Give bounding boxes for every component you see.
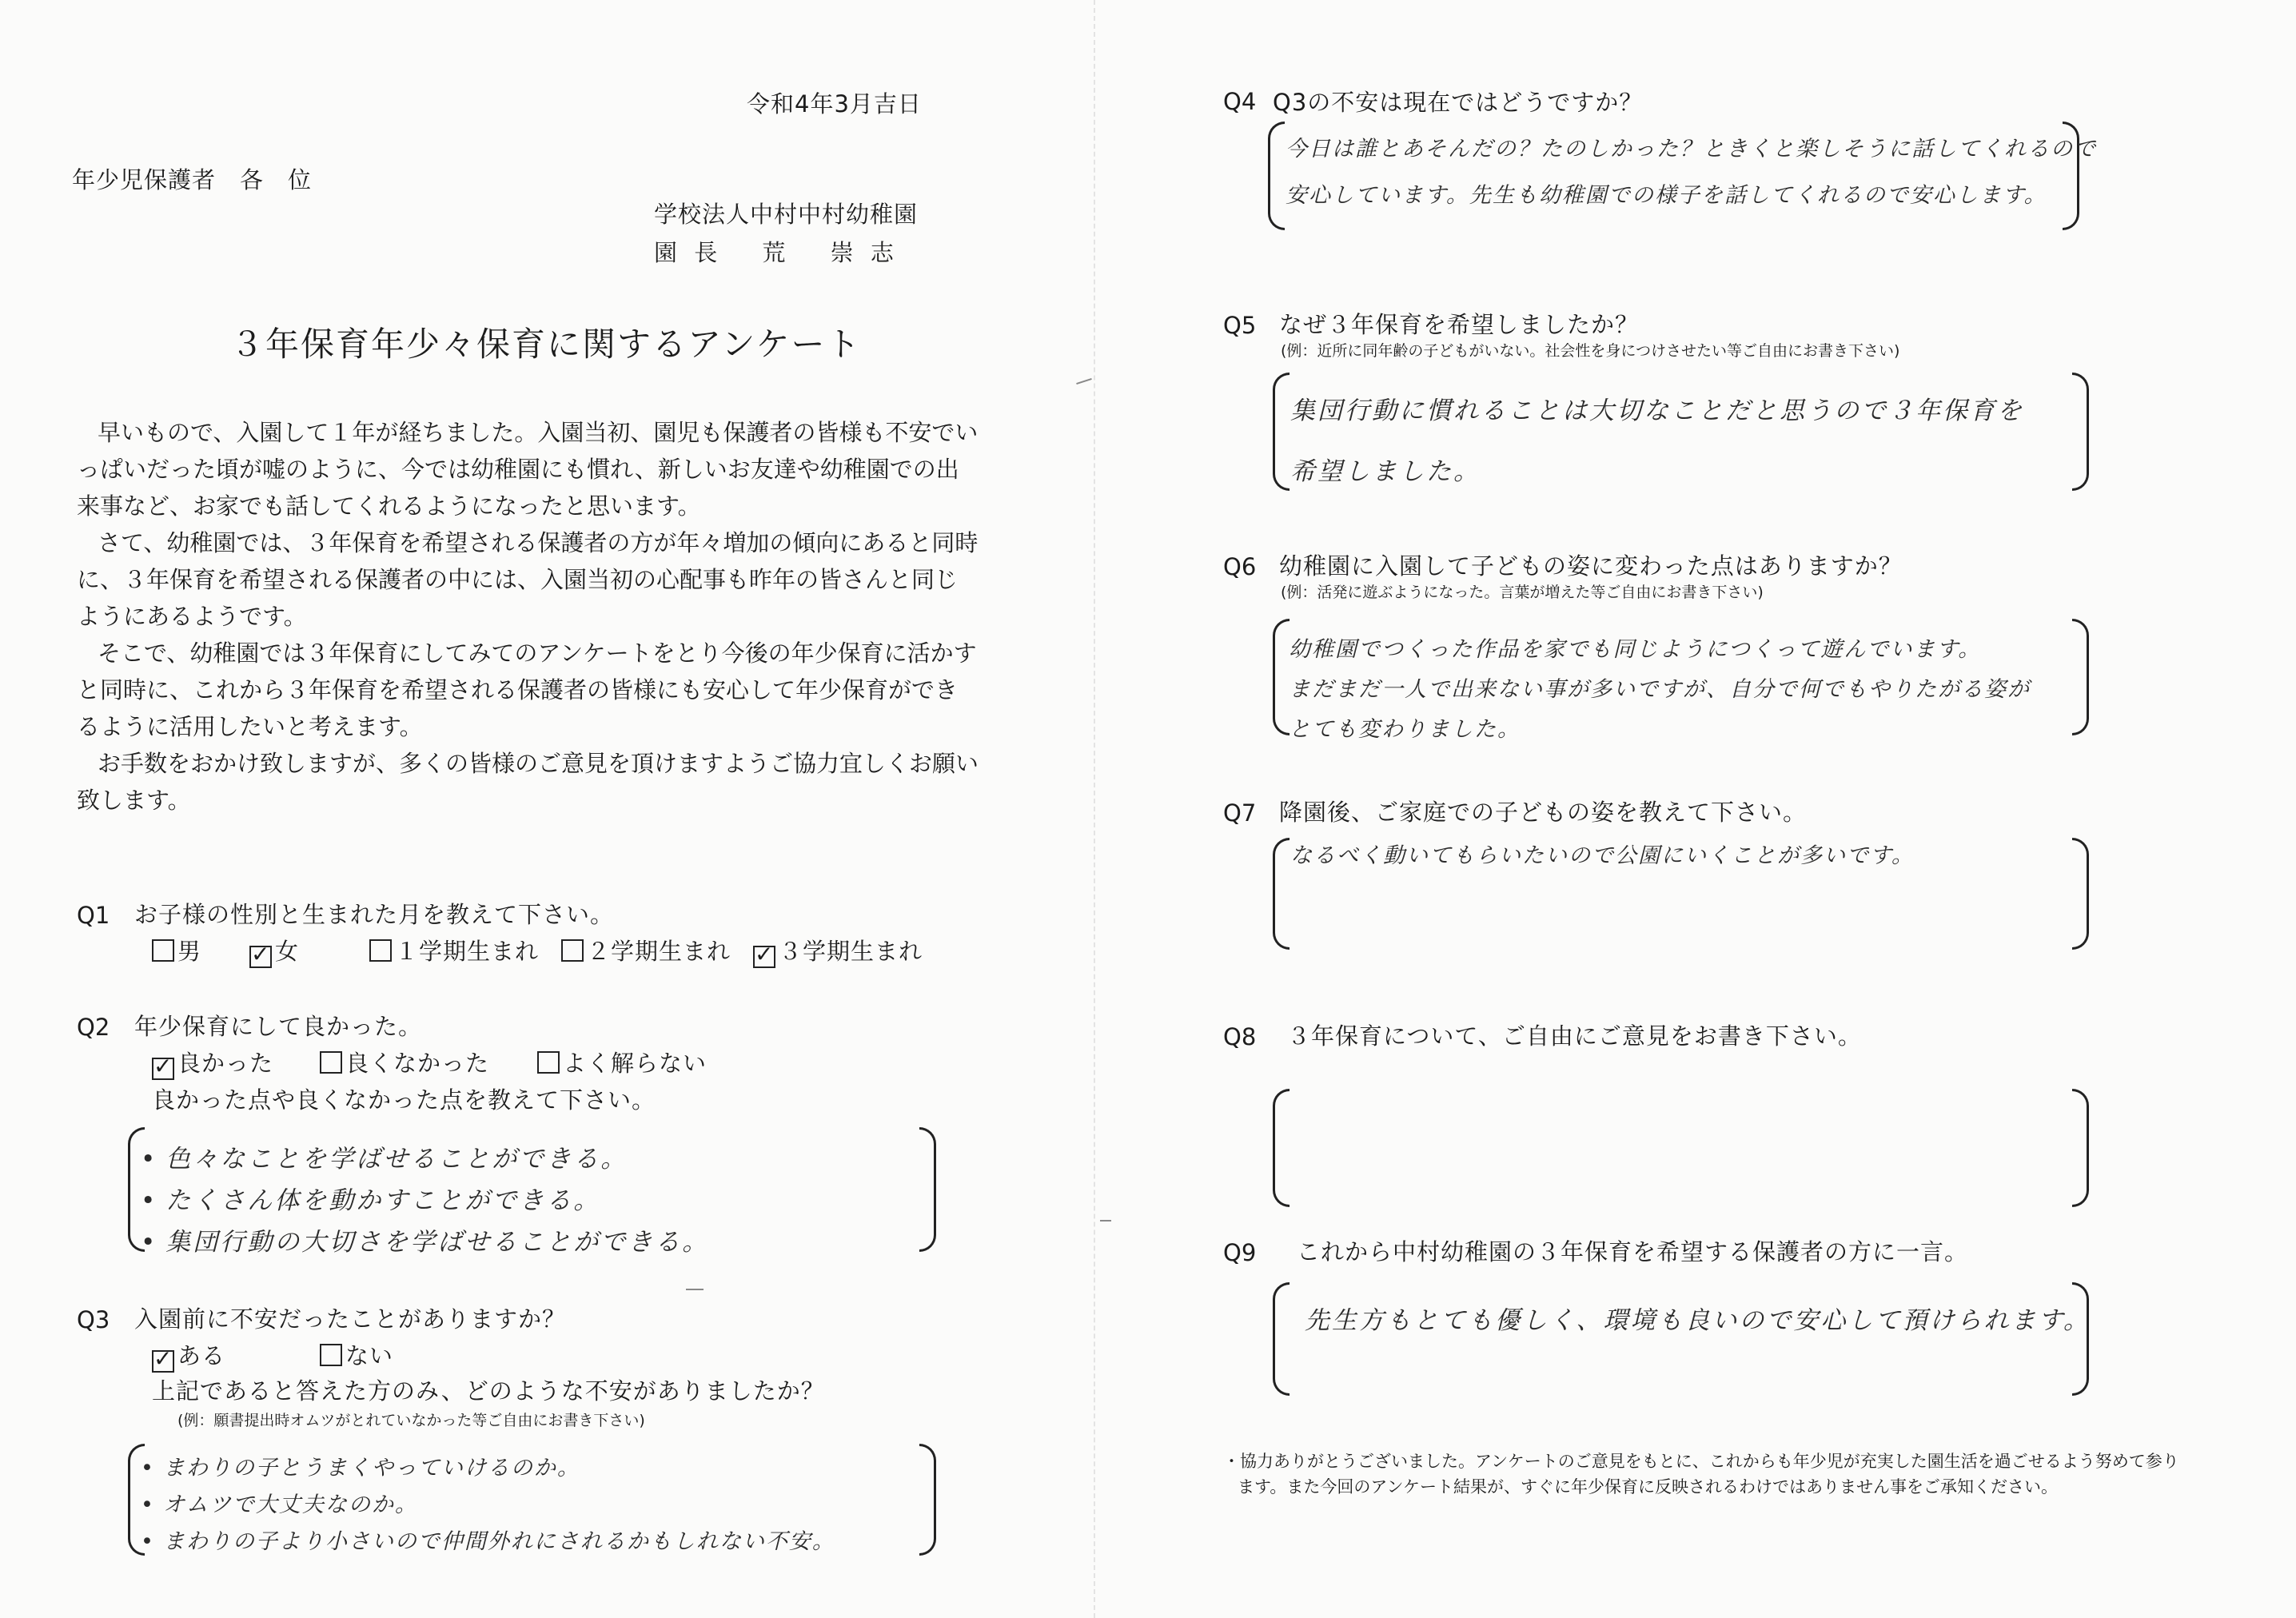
- q7-number: Q7: [1223, 799, 1257, 827]
- intro-paragraph-1: 早いもので、入園して１年が経ちました。入園当初、園児も保護者の皆様も不安でいっぱいだった頃が嘘のように、今では幼稚園にも慣れ、新しいお友達や幼稚園での出来事など、お家でも話してくれるようになったと思います。: [77, 419, 979, 520]
- q3-number: Q3: [77, 1306, 110, 1333]
- q5-answer-1: 集団行動に慣れることは大切なことだと思うので３年保育を: [1290, 397, 2024, 425]
- document-date: 令和4年3月吉日: [747, 90, 922, 118]
- scan-mark: [1076, 378, 1092, 385]
- q6-number: Q6: [1223, 553, 1257, 580]
- q2-option-not-good[interactable]: 良くなかった: [320, 1046, 489, 1078]
- footer-note-line-2: ます。また今回のアンケート結果が、すぐに年少保育に反映されるわけではありません事をご承知ください。: [1238, 1477, 2059, 1496]
- q4-answer-2: 安心しています。先生も幼稚園での様子を話してくれるので安心します。: [1286, 183, 2047, 208]
- q5-example: (例：近所に同年齢の子どもがいない。社会性を身につけさせたい等ご自由にお書き下さい): [1281, 342, 1900, 360]
- checkbox-term2[interactable]: [561, 939, 584, 962]
- q5-number: Q5: [1223, 312, 1257, 339]
- q3-answer-brace-right: [919, 1444, 936, 1556]
- q3-example: (例：願書提出時オムツがとれていなかった等ご自由にお書き下さい): [177, 1412, 645, 1429]
- q6-example: (例：活発に遊ぶようになった。言葉が増えた等ご自由にお書き下さい): [1281, 584, 1764, 601]
- q3-subquestion: 上記であると答えた方のみ、どのような不安がありましたか？: [152, 1377, 825, 1405]
- intro-paragraph-2: さて、幼稚園では、３年保育を希望される保護者の方が年々増加の傾向にあると同時に、３年保育を希望される保護者の中には、入園当初の心配事も昨年の皆さんと同じようにあるようです。: [77, 529, 979, 630]
- q8-answer-brace-left: [1273, 1089, 1290, 1207]
- q2-subquestion: 良かった点や良くなかった点を教えて下さい。: [152, 1086, 656, 1114]
- checkbox-yes[interactable]: ✓: [153, 1345, 173, 1372]
- checkbox-male[interactable]: [152, 939, 174, 962]
- sender-organization: 学校法人中村中村幼稚園: [654, 201, 919, 228]
- q5-answer-brace-right: [2072, 373, 2089, 491]
- q4-answer-brace-left: [1268, 122, 1285, 230]
- q3-option-no[interactable]: ない: [320, 1338, 393, 1371]
- scan-mark: [1100, 1220, 1111, 1221]
- q2-option-unsure[interactable]: よく解らない: [537, 1046, 707, 1078]
- q2-answer-2: • たくさん体を動かすことができる。: [141, 1186, 601, 1215]
- q2-answer-brace-right: [919, 1127, 936, 1252]
- q9-question: これから中村幼稚園の３年保育を希望する保護者の方に一言。: [1297, 1238, 1969, 1265]
- q6-answer-brace-left: [1273, 619, 1290, 735]
- q9-answer-brace-left: [1273, 1282, 1290, 1396]
- q2-answer-3: • 集団行動の大切さを学ばせることができる。: [141, 1228, 710, 1257]
- checkbox-no[interactable]: [320, 1344, 342, 1366]
- q1-option-male[interactable]: 男: [152, 934, 201, 966]
- q6-answer-2: まだまだ一人で出来ない事が多いですが、自分で何でもやりたがる姿が: [1289, 677, 2031, 702]
- checkbox-not-good[interactable]: [320, 1051, 342, 1074]
- q2-number: Q2: [77, 1014, 110, 1041]
- page-fold: [1094, 0, 1095, 1618]
- q1-number: Q1: [77, 902, 110, 929]
- q1-option-term3[interactable]: ✓ ３学期生まれ: [755, 938, 923, 967]
- footer-note-line-1: ・協力ありがとうございました。アンケートのご意見をもとに、これからも年少児が充実した園生活を過ごせるよう努めて参り: [1223, 1452, 2179, 1471]
- q5-answer-2: 希望しました。: [1290, 457, 1481, 486]
- q3-answer-2: • オムツで大丈夫なのか。: [141, 1492, 418, 1517]
- q3-question: 入園前に不安だったことがありますか？: [134, 1305, 567, 1333]
- checkbox-unsure[interactable]: [537, 1051, 560, 1074]
- checkbox-term3[interactable]: ✓: [755, 941, 775, 967]
- scan-mark: [686, 1289, 704, 1290]
- q5-question: なぜ３年保育を希望しましたか？: [1279, 311, 1640, 338]
- q4-answer-1: 今日は誰とあそんだの？たのしかった？ときくと楽しそうに話してくれるので: [1286, 137, 2097, 161]
- q1-option-term1[interactable]: １学期生まれ: [369, 934, 539, 966]
- q3-answer-3: • まわりの子より小さいので仲間外れにされるかもしれない不安。: [141, 1529, 835, 1554]
- checkbox-female[interactable]: ✓: [251, 941, 271, 967]
- q3-answer-1: • まわりの子とうまくやっていけるのか。: [141, 1456, 580, 1481]
- recipient-line: 年少児保護者 各 位: [72, 166, 313, 193]
- intro-paragraph-4: お手数をおかけ致しますが、多くの皆様のご意見を頂けますようご協力宜しくお願い致します。: [77, 750, 979, 814]
- q7-answer-brace-right: [2072, 838, 2089, 950]
- checkbox-good[interactable]: ✓: [153, 1053, 173, 1079]
- q2-question: 年少保育にして良かった。: [134, 1013, 423, 1040]
- checkbox-term1[interactable]: [369, 939, 392, 962]
- q6-answer-brace-right: [2072, 619, 2089, 735]
- q8-answer-brace-right: [2072, 1089, 2089, 1207]
- q4-question: Q3の不安は現在ではどうですか？: [1273, 89, 1644, 116]
- q9-answer-1: 先生方もとても優しく、環境も良いので安心して預けられます。: [1305, 1306, 2091, 1335]
- q7-answer-brace-left: [1273, 838, 1290, 950]
- sender-principal: 園 長 荒 崇 志: [654, 239, 899, 266]
- q2-option-good[interactable]: ✓ 良かった: [153, 1050, 274, 1079]
- q4-number: Q4: [1223, 88, 1257, 115]
- intro-paragraph-3: そこで、幼稚園では３年保育にしてみてのアンケートをとり今後の年少保育に活かすと同時に、これから３年保育を希望される保護者の皆様にも安心して年少保育ができるように活用したいと考えます。: [77, 640, 977, 740]
- q7-question: 降園後、ご家庭での子どもの姿を教えて下さい。: [1279, 799, 1808, 826]
- q7-answer-1: なるべく動いてもらいたいので公園にいくことが多いです。: [1290, 843, 1915, 868]
- q6-answer-1: 幼稚園でつくった作品を家でも同じようにつくって遊んでいます。: [1289, 637, 1982, 662]
- q9-number: Q9: [1223, 1239, 1257, 1266]
- q1-option-female[interactable]: ✓ 女: [251, 938, 300, 967]
- q3-option-yes[interactable]: ✓ ある: [153, 1342, 226, 1372]
- q1-question: お子様の性別と生まれた月を教えて下さい。: [134, 901, 615, 928]
- q2-answer-1: • 色々なことを学ばせることができる。: [141, 1145, 628, 1174]
- q8-number: Q8: [1223, 1023, 1257, 1050]
- q6-question: 幼稚園に入園して子どもの姿に変わった点はありますか？: [1279, 552, 1903, 580]
- q5-answer-brace-left: [1273, 373, 1290, 491]
- q8-question: ３年保育について、ご自由にご意見をお書き下さい。: [1287, 1022, 1862, 1050]
- q1-option-term2[interactable]: ２学期生まれ: [561, 934, 731, 966]
- survey-title: ３年保育年少々保育に関するアンケート: [230, 325, 862, 364]
- q6-answer-3: とても変わりました。: [1289, 717, 1521, 742]
